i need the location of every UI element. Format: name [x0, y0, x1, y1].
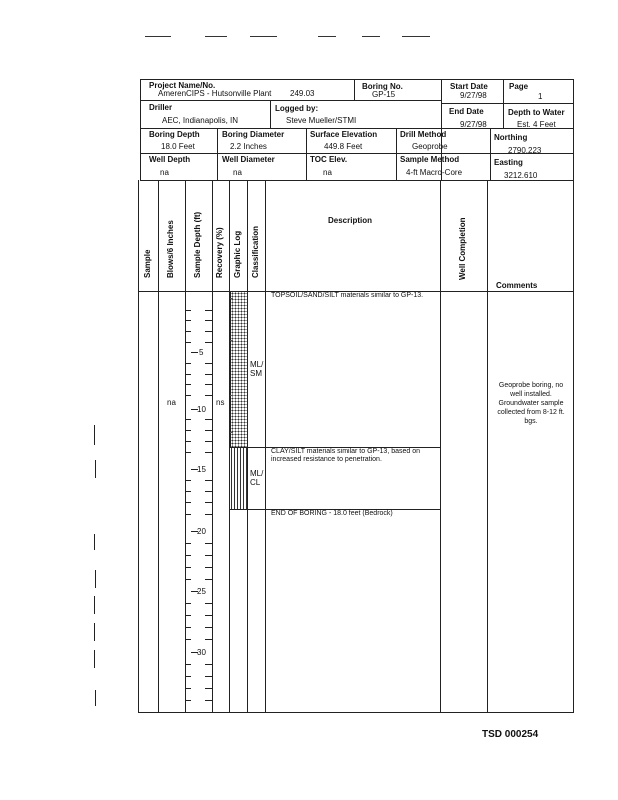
- scan-mark: [94, 425, 95, 445]
- page-label: Page: [509, 82, 529, 91]
- col-graphic-log: Graphic Log: [233, 230, 242, 278]
- description-3: END OF BORING - 18.0 feet (Bedrock): [271, 510, 393, 517]
- easting-value: 3212.610: [504, 171, 538, 180]
- col-classification: Classification: [251, 225, 260, 278]
- start-date-label: Start Date: [450, 82, 488, 91]
- depth-label-25: 25: [197, 587, 206, 596]
- scan-mark: [94, 534, 95, 550]
- depth-label-5: 5: [199, 348, 204, 357]
- graphic-log-mark: [230, 298, 233, 299]
- depth-label-30: 30: [197, 648, 206, 657]
- end-date-value: 9/27/98: [460, 120, 487, 129]
- boring-diameter-value: 2.2 Inches: [230, 142, 267, 151]
- col-recovery: Recovery (%): [215, 227, 224, 278]
- driller-value: AEC, Indianapolis, IN: [162, 116, 239, 125]
- start-date-value: 9/27/98: [460, 91, 487, 100]
- col-description: Description: [328, 216, 373, 225]
- document-id: TSD 000254: [482, 729, 539, 740]
- toc-elev-label: TOC Elev.: [310, 155, 348, 164]
- depth-label-15: 15: [197, 465, 206, 474]
- top-dash: [362, 36, 380, 37]
- drill-method-label: Drill Method: [400, 130, 447, 139]
- top-dash: [145, 36, 171, 37]
- surface-elev-value: 449.8 Feet: [324, 142, 363, 151]
- sample-method-label: Sample Method: [400, 155, 460, 164]
- col-sample: Sample: [143, 249, 152, 278]
- blows-value: na: [167, 398, 176, 407]
- graphic-log-sand-silt: [230, 292, 248, 447]
- project-value: AmerenCIPS - Hutsonville Plant: [158, 89, 272, 98]
- depth-label-10: 10: [197, 405, 206, 414]
- top-dash: [205, 36, 227, 37]
- northing-label: Northing: [494, 133, 528, 142]
- drill-method-value: Geoprobe: [412, 142, 448, 151]
- depth-water-value: Est. 4 Feet: [517, 120, 556, 129]
- northing-value: 2790.223: [508, 146, 542, 155]
- well-diameter-label: Well Diameter: [222, 155, 275, 164]
- easting-label: Easting: [494, 158, 523, 167]
- scan-mark: [95, 690, 96, 706]
- toc-elev-value: na: [323, 168, 332, 177]
- boring-no-label: Boring No.: [362, 82, 403, 91]
- col-comments: Comments: [496, 281, 538, 290]
- well-depth-label: Well Depth: [149, 155, 191, 164]
- boring-depth-label: Boring Depth: [149, 130, 200, 139]
- boring-no-value: GP-15: [372, 90, 396, 99]
- depth-label-20: 20: [197, 527, 206, 536]
- col-sample-depth: Sample Depth (ft): [193, 211, 202, 278]
- graphic-log-clay-silt: [231, 448, 247, 509]
- end-date-label: End Date: [449, 107, 484, 116]
- scan-mark: [94, 650, 95, 668]
- surface-elev-label: Surface Elevation: [310, 130, 378, 139]
- comments-text: Geoprobe boring, no well installed. Groundwater sample collected from 8-12 ft. bgs.: [497, 382, 565, 425]
- boring-depth-value: 18.0 Feet: [161, 142, 195, 151]
- project-label: Project Name/No.: [149, 81, 216, 90]
- top-dash: [318, 36, 336, 37]
- graphic-log-mark: [230, 432, 233, 433]
- page-value: 1: [538, 92, 543, 101]
- boring-diameter-label: Boring Diameter: [222, 130, 285, 139]
- description-1: TOPSOIL/SAND/SILT materials similar to GP-13.: [271, 292, 424, 299]
- col-blows: Blows/6 Inches: [166, 220, 175, 278]
- well-diameter-value: na: [233, 168, 242, 177]
- driller-label: Driller: [149, 103, 173, 112]
- top-dash: [402, 36, 430, 37]
- description-2: CLAY/SILT materials similar to GP-13, based on increased resistance to penetration.: [271, 448, 421, 463]
- top-dash: [250, 36, 277, 37]
- scan-mark: [94, 623, 95, 641]
- recovery-value: ns: [216, 398, 225, 407]
- classification-1: ML/ SM: [250, 360, 264, 378]
- col-well-completion: Well Completion: [458, 217, 467, 280]
- classification-2: ML/ CL: [250, 469, 264, 487]
- scan-mark: [94, 596, 95, 614]
- project-number: 249.03: [290, 89, 315, 98]
- depth-water-label: Depth to Water: [508, 108, 565, 117]
- scan-mark: [95, 460, 96, 478]
- logged-by-label: Logged by:: [275, 104, 319, 113]
- well-depth-value: na: [160, 168, 169, 177]
- scan-mark: [95, 570, 96, 588]
- graphic-log-mark: [230, 340, 233, 341]
- logged-by-value: Steve Mueller/STMI: [286, 116, 357, 125]
- graphic-log-mark: [230, 395, 233, 396]
- sample-method-value: 4-ft Macro-Core: [406, 168, 463, 177]
